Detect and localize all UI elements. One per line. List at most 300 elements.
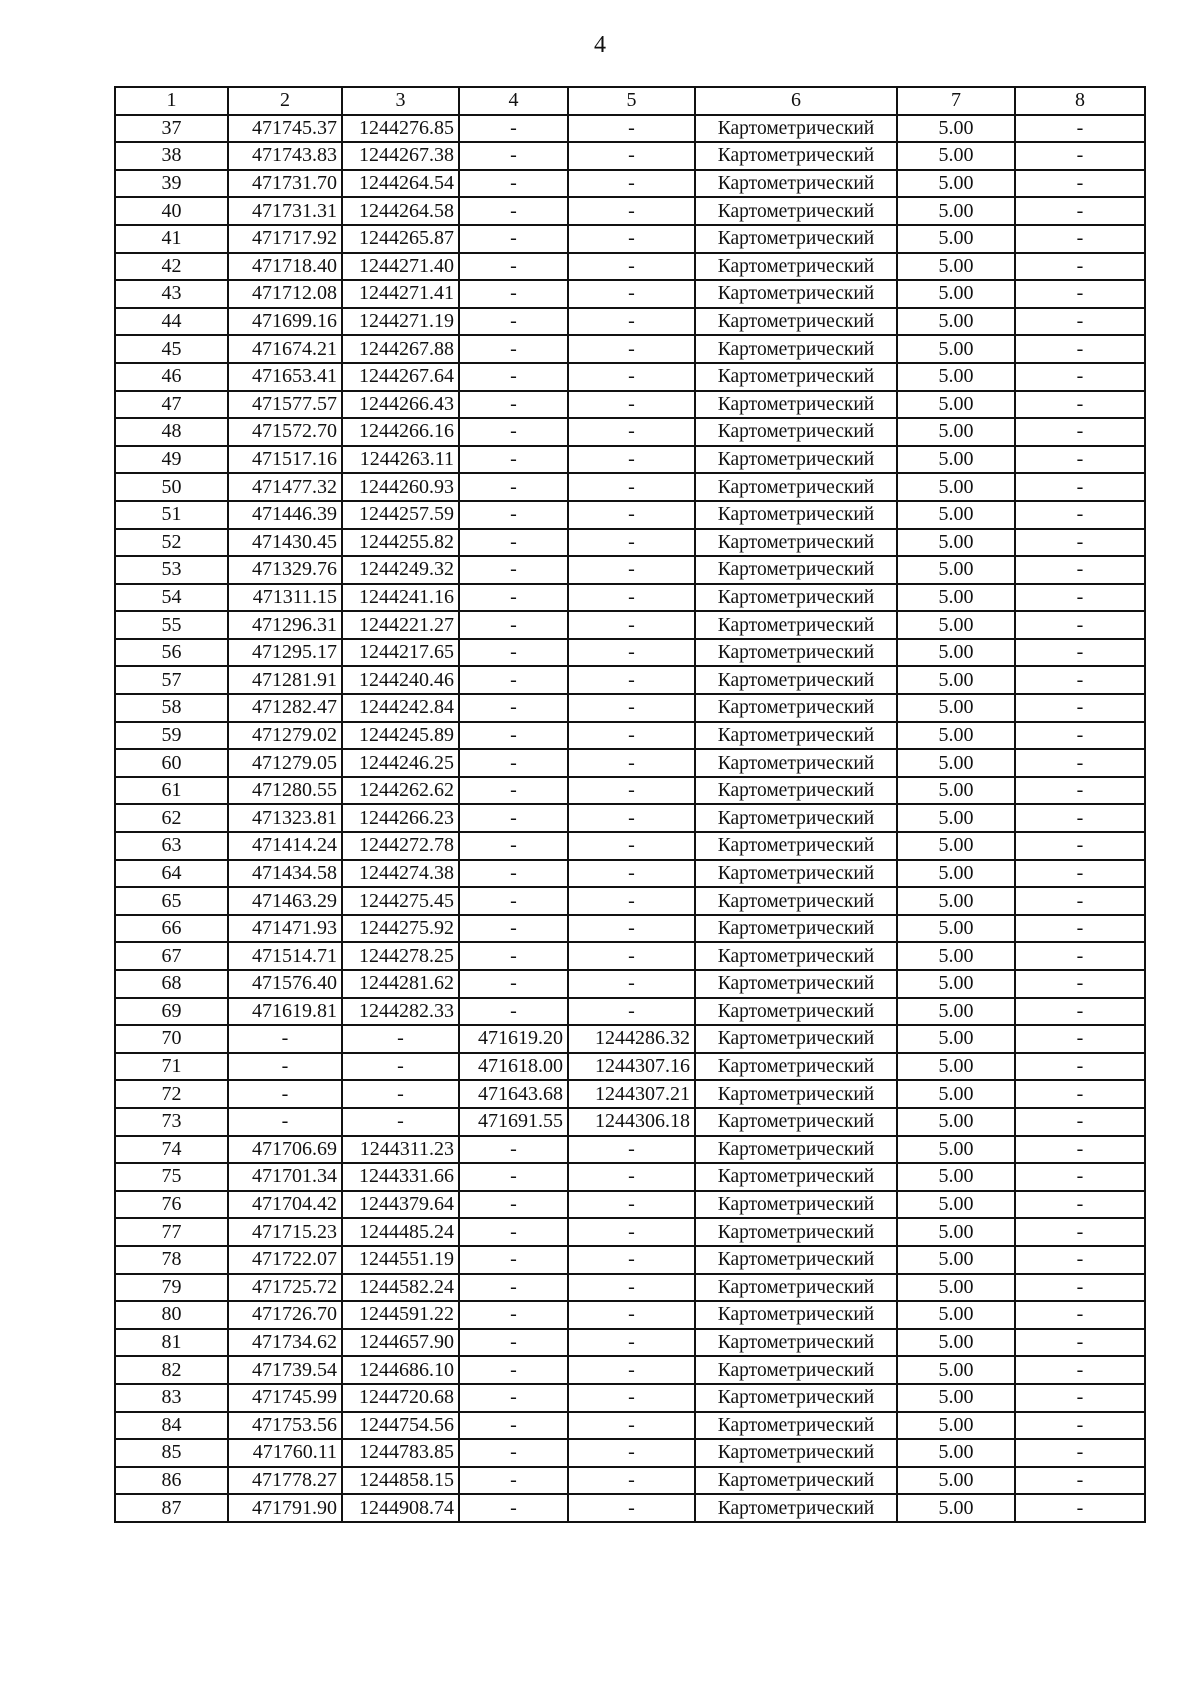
note-cell: - <box>1015 1356 1145 1384</box>
new-y-coordinate-cell: - <box>568 860 695 888</box>
x-coordinate-cell: 471701.34 <box>228 1163 342 1191</box>
accuracy-cell: 5.00 <box>897 335 1015 363</box>
y-coordinate-cell: 1244267.88 <box>342 335 459 363</box>
new-y-coordinate-cell: - <box>568 335 695 363</box>
x-coordinate-cell: 471311.15 <box>228 584 342 612</box>
y-coordinate-cell: 1244241.16 <box>342 584 459 612</box>
y-coordinate-cell: 1244908.74 <box>342 1494 459 1522</box>
table-header <box>115 87 1145 115</box>
point-number-cell: 48 <box>115 418 228 446</box>
x-coordinate-cell: 471434.58 <box>228 860 342 888</box>
table-row <box>115 473 1145 501</box>
method-cell: Картометрический <box>695 308 897 336</box>
new-y-coordinate-cell: - <box>568 253 695 281</box>
y-coordinate-cell: - <box>342 1053 459 1081</box>
point-number-cell: 76 <box>115 1191 228 1219</box>
y-coordinate-cell: 1244551.19 <box>342 1246 459 1274</box>
note-cell: - <box>1015 501 1145 529</box>
x-coordinate-cell: 471715.23 <box>228 1218 342 1246</box>
point-number-cell: 60 <box>115 749 228 777</box>
new-x-coordinate-cell: - <box>459 998 568 1026</box>
x-coordinate-cell: 471577.57 <box>228 391 342 419</box>
accuracy-cell: 5.00 <box>897 749 1015 777</box>
accuracy-cell: 5.00 <box>897 1025 1015 1053</box>
table-row <box>115 556 1145 584</box>
new-y-coordinate-cell: - <box>568 942 695 970</box>
column-header: 3 <box>342 87 459 115</box>
method-cell: Картометрический <box>695 529 897 557</box>
point-number-cell: 61 <box>115 777 228 805</box>
x-coordinate-cell: 471731.70 <box>228 170 342 198</box>
coordinates-table <box>114 86 1146 1523</box>
y-coordinate-cell: 1244266.23 <box>342 804 459 832</box>
method-cell: Картометрический <box>695 1025 897 1053</box>
method-cell: Картометрический <box>695 1356 897 1384</box>
note-cell: - <box>1015 253 1145 281</box>
method-cell: Картометрический <box>695 391 897 419</box>
accuracy-cell: 5.00 <box>897 170 1015 198</box>
new-y-coordinate-cell: - <box>568 887 695 915</box>
accuracy-cell: 5.00 <box>897 363 1015 391</box>
x-coordinate-cell: 471674.21 <box>228 335 342 363</box>
column-header: 2 <box>228 87 342 115</box>
new-x-coordinate-cell: - <box>459 1329 568 1357</box>
new-y-coordinate-cell: - <box>568 1439 695 1467</box>
accuracy-cell: 5.00 <box>897 832 1015 860</box>
table-row <box>115 970 1145 998</box>
new-x-coordinate-cell: - <box>459 142 568 170</box>
accuracy-cell: 5.00 <box>897 1191 1015 1219</box>
new-y-coordinate-cell: - <box>568 1384 695 1412</box>
method-cell: Картометрический <box>695 142 897 170</box>
note-cell: - <box>1015 611 1145 639</box>
accuracy-cell: 5.00 <box>897 529 1015 557</box>
accuracy-cell: 5.00 <box>897 391 1015 419</box>
table-row <box>115 860 1145 888</box>
note-cell: - <box>1015 1108 1145 1136</box>
new-y-coordinate-cell: - <box>568 611 695 639</box>
x-coordinate-cell: 471296.31 <box>228 611 342 639</box>
point-number-cell: 79 <box>115 1274 228 1302</box>
new-y-coordinate-cell: - <box>568 1274 695 1302</box>
y-coordinate-cell: - <box>342 1080 459 1108</box>
y-coordinate-cell: 1244858.15 <box>342 1467 459 1495</box>
method-cell: Картометрический <box>695 1274 897 1302</box>
y-coordinate-cell: 1244263.11 <box>342 446 459 474</box>
page-number: 4 <box>594 32 606 58</box>
accuracy-cell: 5.00 <box>897 1356 1015 1384</box>
accuracy-cell: 5.00 <box>897 1080 1015 1108</box>
accuracy-cell: 5.00 <box>897 887 1015 915</box>
new-y-coordinate-cell: - <box>568 749 695 777</box>
accuracy-cell: 5.00 <box>897 1494 1015 1522</box>
table-row <box>115 915 1145 943</box>
table-row <box>115 1329 1145 1357</box>
point-number-cell: 41 <box>115 225 228 253</box>
point-number-cell: 70 <box>115 1025 228 1053</box>
new-y-coordinate-cell: 1244307.16 <box>568 1053 695 1081</box>
method-cell: Картометрический <box>695 1136 897 1164</box>
y-coordinate-cell: 1244783.85 <box>342 1439 459 1467</box>
accuracy-cell: 5.00 <box>897 142 1015 170</box>
note-cell: - <box>1015 584 1145 612</box>
new-x-coordinate-cell: - <box>459 170 568 198</box>
x-coordinate-cell: 471279.05 <box>228 749 342 777</box>
table-row <box>115 308 1145 336</box>
accuracy-cell: 5.00 <box>897 1329 1015 1357</box>
new-y-coordinate-cell: - <box>568 1356 695 1384</box>
note-cell: - <box>1015 749 1145 777</box>
new-y-coordinate-cell: - <box>568 418 695 446</box>
method-cell: Картометрический <box>695 115 897 143</box>
point-number-cell: 66 <box>115 915 228 943</box>
method-cell: Картометрический <box>695 556 897 584</box>
y-coordinate-cell: 1244271.19 <box>342 308 459 336</box>
x-coordinate-cell: 471739.54 <box>228 1356 342 1384</box>
column-header: 1 <box>115 87 228 115</box>
y-coordinate-cell: 1244754.56 <box>342 1412 459 1440</box>
method-cell: Картометрический <box>695 1080 897 1108</box>
new-x-coordinate-cell: - <box>459 1412 568 1440</box>
point-number-cell: 71 <box>115 1053 228 1081</box>
note-cell: - <box>1015 777 1145 805</box>
method-cell: Картометрический <box>695 1494 897 1522</box>
x-coordinate-cell: 471446.39 <box>228 501 342 529</box>
y-coordinate-cell: 1244266.16 <box>342 418 459 446</box>
point-number-cell: 86 <box>115 1467 228 1495</box>
new-y-coordinate-cell: - <box>568 501 695 529</box>
y-coordinate-cell: 1244278.25 <box>342 942 459 970</box>
new-y-coordinate-cell: - <box>568 1246 695 1274</box>
note-cell: - <box>1015 418 1145 446</box>
accuracy-cell: 5.00 <box>897 1218 1015 1246</box>
accuracy-cell: 5.00 <box>897 1412 1015 1440</box>
new-y-coordinate-cell: - <box>568 308 695 336</box>
accuracy-cell: 5.00 <box>897 1246 1015 1274</box>
table-row <box>115 1191 1145 1219</box>
new-y-coordinate-cell: - <box>568 529 695 557</box>
method-cell: Картометрический <box>695 1108 897 1136</box>
table-row <box>115 1467 1145 1495</box>
method-cell: Картометрический <box>695 998 897 1026</box>
table-row <box>115 225 1145 253</box>
table-row <box>115 391 1145 419</box>
new-x-coordinate-cell: - <box>459 584 568 612</box>
new-y-coordinate-cell: - <box>568 142 695 170</box>
table-row <box>115 1494 1145 1522</box>
new-x-coordinate-cell: - <box>459 611 568 639</box>
x-coordinate-cell: 471760.11 <box>228 1439 342 1467</box>
column-header: 5 <box>568 87 695 115</box>
note-cell: - <box>1015 473 1145 501</box>
method-cell: Картометрический <box>695 1163 897 1191</box>
point-number-cell: 65 <box>115 887 228 915</box>
y-coordinate-cell: 1244242.84 <box>342 694 459 722</box>
point-number-cell: 80 <box>115 1301 228 1329</box>
point-number-cell: 40 <box>115 197 228 225</box>
accuracy-cell: 5.00 <box>897 942 1015 970</box>
method-cell: Картометрический <box>695 611 897 639</box>
note-cell: - <box>1015 887 1145 915</box>
table-row <box>115 1384 1145 1412</box>
note-cell: - <box>1015 694 1145 722</box>
x-coordinate-cell: 471280.55 <box>228 777 342 805</box>
accuracy-cell: 5.00 <box>897 473 1015 501</box>
point-number-cell: 57 <box>115 666 228 694</box>
point-number-cell: 77 <box>115 1218 228 1246</box>
x-coordinate-cell: 471514.71 <box>228 942 342 970</box>
table-row <box>115 1108 1145 1136</box>
point-number-cell: 45 <box>115 335 228 363</box>
point-number-cell: 82 <box>115 1356 228 1384</box>
new-x-coordinate-cell: - <box>459 556 568 584</box>
new-x-coordinate-cell: - <box>459 1191 568 1219</box>
y-coordinate-cell: 1244265.87 <box>342 225 459 253</box>
y-coordinate-cell: 1244264.58 <box>342 197 459 225</box>
new-x-coordinate-cell: - <box>459 473 568 501</box>
x-coordinate-cell: 471704.42 <box>228 1191 342 1219</box>
note-cell: - <box>1015 970 1145 998</box>
note-cell: - <box>1015 639 1145 667</box>
accuracy-cell: 5.00 <box>897 666 1015 694</box>
accuracy-cell: 5.00 <box>897 1108 1015 1136</box>
method-cell: Картометрический <box>695 722 897 750</box>
note-cell: - <box>1015 942 1145 970</box>
y-coordinate-cell: 1244271.40 <box>342 253 459 281</box>
note-cell: - <box>1015 1136 1145 1164</box>
new-y-coordinate-cell: - <box>568 915 695 943</box>
accuracy-cell: 5.00 <box>897 722 1015 750</box>
accuracy-cell: 5.00 <box>897 1301 1015 1329</box>
point-number-cell: 67 <box>115 942 228 970</box>
note-cell: - <box>1015 1494 1145 1522</box>
accuracy-cell: 5.00 <box>897 501 1015 529</box>
point-number-cell: 73 <box>115 1108 228 1136</box>
y-coordinate-cell: 1244221.27 <box>342 611 459 639</box>
new-x-coordinate-cell: - <box>459 501 568 529</box>
point-number-cell: 54 <box>115 584 228 612</box>
y-coordinate-cell: 1244267.64 <box>342 363 459 391</box>
new-x-coordinate-cell: - <box>459 777 568 805</box>
x-coordinate-cell: 471430.45 <box>228 529 342 557</box>
y-coordinate-cell: 1244485.24 <box>342 1218 459 1246</box>
point-number-cell: 85 <box>115 1439 228 1467</box>
table-row <box>115 722 1145 750</box>
point-number-cell: 72 <box>115 1080 228 1108</box>
accuracy-cell: 5.00 <box>897 1274 1015 1302</box>
new-x-coordinate-cell: - <box>459 694 568 722</box>
table-row <box>115 280 1145 308</box>
table-row <box>115 887 1145 915</box>
table-row <box>115 115 1145 143</box>
accuracy-cell: 5.00 <box>897 915 1015 943</box>
accuracy-cell: 5.00 <box>897 1163 1015 1191</box>
y-coordinate-cell: 1244591.22 <box>342 1301 459 1329</box>
x-coordinate-cell: 471477.32 <box>228 473 342 501</box>
note-cell: - <box>1015 722 1145 750</box>
new-y-coordinate-cell: - <box>568 446 695 474</box>
table-row <box>115 1439 1145 1467</box>
note-cell: - <box>1015 998 1145 1026</box>
new-x-coordinate-cell: - <box>459 1218 568 1246</box>
method-cell: Картометрический <box>695 1467 897 1495</box>
x-coordinate-cell: 471731.31 <box>228 197 342 225</box>
table-row <box>115 1356 1145 1384</box>
note-cell: - <box>1015 860 1145 888</box>
new-y-coordinate-cell: - <box>568 280 695 308</box>
point-number-cell: 51 <box>115 501 228 529</box>
x-coordinate-cell: 471572.70 <box>228 418 342 446</box>
table-row <box>115 777 1145 805</box>
new-y-coordinate-cell: - <box>568 473 695 501</box>
method-cell: Картометрический <box>695 170 897 198</box>
point-number-cell: 56 <box>115 639 228 667</box>
table-row <box>115 253 1145 281</box>
new-y-coordinate-cell: - <box>568 804 695 832</box>
point-number-cell: 59 <box>115 722 228 750</box>
table-row <box>115 1025 1145 1053</box>
y-coordinate-cell: 1244257.59 <box>342 501 459 529</box>
table-row <box>115 1246 1145 1274</box>
new-x-coordinate-cell: - <box>459 1136 568 1164</box>
note-cell: - <box>1015 335 1145 363</box>
accuracy-cell: 5.00 <box>897 584 1015 612</box>
method-cell: Картометрический <box>695 749 897 777</box>
method-cell: Картометрический <box>695 197 897 225</box>
method-cell: Картометрический <box>695 1053 897 1081</box>
x-coordinate-cell: 471281.91 <box>228 666 342 694</box>
method-cell: Картометрический <box>695 1301 897 1329</box>
y-coordinate-cell: 1244245.89 <box>342 722 459 750</box>
new-x-coordinate-cell: - <box>459 915 568 943</box>
y-coordinate-cell: 1244264.54 <box>342 170 459 198</box>
x-coordinate-cell: 471745.37 <box>228 115 342 143</box>
method-cell: Картометрический <box>695 666 897 694</box>
column-header: 7 <box>897 87 1015 115</box>
point-number-cell: 58 <box>115 694 228 722</box>
x-coordinate-cell: 471778.27 <box>228 1467 342 1495</box>
new-x-coordinate-cell: - <box>459 1494 568 1522</box>
table-row <box>115 418 1145 446</box>
new-y-coordinate-cell: - <box>568 1412 695 1440</box>
accuracy-cell: 5.00 <box>897 998 1015 1026</box>
point-number-cell: 44 <box>115 308 228 336</box>
new-y-coordinate-cell: - <box>568 556 695 584</box>
y-coordinate-cell: 1244275.45 <box>342 887 459 915</box>
table-row <box>115 335 1145 363</box>
accuracy-cell: 5.00 <box>897 804 1015 832</box>
method-cell: Картометрический <box>695 473 897 501</box>
new-y-coordinate-cell: - <box>568 722 695 750</box>
point-number-cell: 52 <box>115 529 228 557</box>
y-coordinate-cell: - <box>342 1025 459 1053</box>
new-x-coordinate-cell: - <box>459 335 568 363</box>
method-cell: Картометрический <box>695 694 897 722</box>
note-cell: - <box>1015 1301 1145 1329</box>
note-cell: - <box>1015 115 1145 143</box>
accuracy-cell: 5.00 <box>897 1467 1015 1495</box>
new-x-coordinate-cell: - <box>459 1384 568 1412</box>
point-number-cell: 42 <box>115 253 228 281</box>
new-y-coordinate-cell: - <box>568 666 695 694</box>
y-coordinate-cell: 1244281.62 <box>342 970 459 998</box>
method-cell: Картометрический <box>695 446 897 474</box>
table-row <box>115 142 1145 170</box>
point-number-cell: 74 <box>115 1136 228 1164</box>
new-x-coordinate-cell: 471619.20 <box>459 1025 568 1053</box>
x-coordinate-cell: 471329.76 <box>228 556 342 584</box>
note-cell: - <box>1015 1274 1145 1302</box>
note-cell: - <box>1015 280 1145 308</box>
new-x-coordinate-cell: 471643.68 <box>459 1080 568 1108</box>
y-coordinate-cell: 1244246.25 <box>342 749 459 777</box>
new-y-coordinate-cell: - <box>568 1218 695 1246</box>
table-row <box>115 363 1145 391</box>
y-coordinate-cell: 1244255.82 <box>342 529 459 557</box>
new-x-coordinate-cell: - <box>459 942 568 970</box>
method-cell: Картометрический <box>695 639 897 667</box>
point-number-cell: 64 <box>115 860 228 888</box>
new-x-coordinate-cell: - <box>459 115 568 143</box>
x-coordinate-cell: 471743.83 <box>228 142 342 170</box>
new-y-coordinate-cell: 1244286.32 <box>568 1025 695 1053</box>
method-cell: Картометрический <box>695 225 897 253</box>
new-y-coordinate-cell: - <box>568 1467 695 1495</box>
accuracy-cell: 5.00 <box>897 225 1015 253</box>
point-number-cell: 83 <box>115 1384 228 1412</box>
note-cell: - <box>1015 1246 1145 1274</box>
y-coordinate-cell: 1244379.64 <box>342 1191 459 1219</box>
x-coordinate-cell: 471282.47 <box>228 694 342 722</box>
accuracy-cell: 5.00 <box>897 611 1015 639</box>
new-x-coordinate-cell: - <box>459 391 568 419</box>
table-row <box>115 639 1145 667</box>
new-y-coordinate-cell: - <box>568 197 695 225</box>
note-cell: - <box>1015 308 1145 336</box>
new-x-coordinate-cell: - <box>459 197 568 225</box>
new-x-coordinate-cell: - <box>459 722 568 750</box>
accuracy-cell: 5.00 <box>897 970 1015 998</box>
point-number-cell: 46 <box>115 363 228 391</box>
table-row <box>115 446 1145 474</box>
new-x-coordinate-cell: - <box>459 639 568 667</box>
new-y-coordinate-cell: - <box>568 170 695 198</box>
point-number-cell: 68 <box>115 970 228 998</box>
note-cell: - <box>1015 804 1145 832</box>
note-cell: - <box>1015 1412 1145 1440</box>
method-cell: Картометрический <box>695 860 897 888</box>
note-cell: - <box>1015 556 1145 584</box>
point-number-cell: 37 <box>115 115 228 143</box>
new-x-coordinate-cell: - <box>459 225 568 253</box>
new-y-coordinate-cell: - <box>568 1136 695 1164</box>
note-cell: - <box>1015 915 1145 943</box>
new-y-coordinate-cell: 1244306.18 <box>568 1108 695 1136</box>
x-coordinate-cell: 471722.07 <box>228 1246 342 1274</box>
note-cell: - <box>1015 170 1145 198</box>
y-coordinate-cell: 1244266.43 <box>342 391 459 419</box>
x-coordinate-cell: - <box>228 1025 342 1053</box>
method-cell: Картометрический <box>695 280 897 308</box>
table-row <box>115 998 1145 1026</box>
accuracy-cell: 5.00 <box>897 446 1015 474</box>
y-coordinate-cell: 1244686.10 <box>342 1356 459 1384</box>
note-cell: - <box>1015 1025 1145 1053</box>
accuracy-cell: 5.00 <box>897 556 1015 584</box>
y-coordinate-cell: 1244217.65 <box>342 639 459 667</box>
x-coordinate-cell: 471734.62 <box>228 1329 342 1357</box>
new-x-coordinate-cell: - <box>459 363 568 391</box>
